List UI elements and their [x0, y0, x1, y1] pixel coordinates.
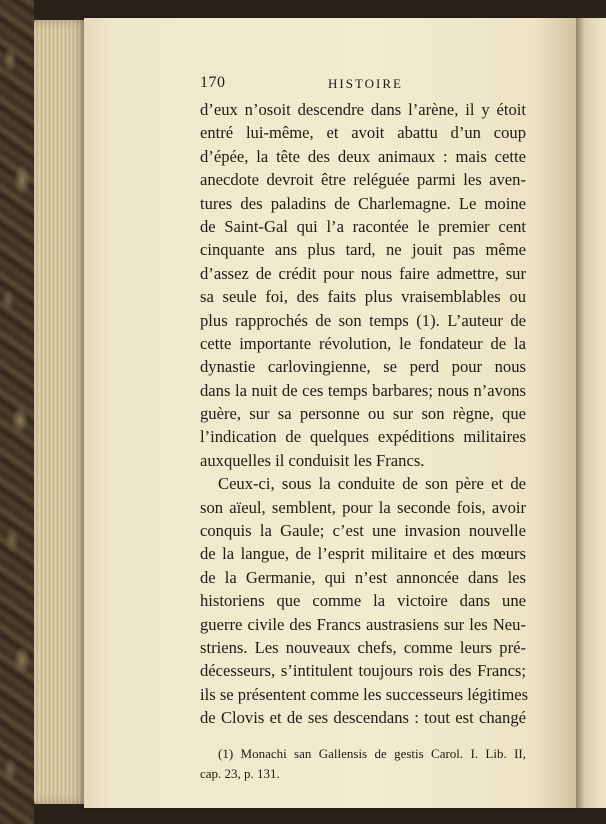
text-line: de Clovis et de ses descendans : tout est changé	[200, 708, 526, 728]
text-line: de la Germanie, qui n’est annoncée dans les	[200, 567, 526, 587]
text-line: guère, sur sa personne ou sur son règne, que	[200, 404, 526, 424]
running-head: HISTOIRE	[328, 76, 403, 91]
book-cover-marbled	[0, 0, 34, 824]
text-line: sa seule foi, des faits plus vraisemblables ou	[200, 287, 526, 307]
paragraph-1	[200, 98, 526, 472]
footnote-line: (1) Monachi san Gallensis de gestis Carol. I. Lib. II,	[218, 745, 526, 761]
adjacent-page-edge	[576, 18, 606, 808]
text-line: de la langue, de l’esprit militaire et des mœurs	[200, 544, 526, 564]
text-line: cinquante ans plus tard, ne jouit pas même	[200, 240, 526, 260]
text-line: Ceux-ci, sous la conduite de son père et de	[218, 474, 526, 494]
text-line: décesseurs, s’intitulent toujours rois des Francs;	[200, 661, 526, 681]
footnote	[200, 744, 526, 784]
text-line: auxquelles il conduisit les Francs.	[200, 450, 425, 470]
text-line: striens. Les nouveaux chefs, comme leurs pré-	[200, 637, 526, 657]
text-line: d’assez de crédit pour nous faire admettre, sur	[200, 263, 526, 283]
text-line: l’indication de quelques expéditions militaires	[200, 427, 526, 447]
text-line: guerre civile des Francs austrasiens sur les Neu-	[200, 614, 526, 634]
text-line: dynastie carlovingienne, se perd pour nous	[200, 357, 526, 377]
text-line: conquis la Gaule; c’est une invasion nouvelle	[200, 521, 526, 541]
text-line: cette importante révolution, le fondateur de la	[200, 333, 526, 353]
page-number: 170	[200, 74, 226, 91]
text-line: plus rapprochés de son temps (1). L’auteur de	[200, 310, 526, 330]
text-line: d’eux n’osoit descendre dans l’arène, il y étoit	[200, 100, 526, 119]
paragraph-2	[200, 472, 529, 729]
text-line: historiens que comme la victoire dans une	[200, 591, 526, 611]
page-text-block	[200, 74, 529, 784]
text-line: tures des paladins de Charlemagne. Le moine	[200, 193, 526, 213]
text-line: entré lui-même, et avoit abattu d’un coup	[200, 123, 526, 143]
text-line: d’épée, la tête des deux animaux : mais cette	[200, 146, 526, 166]
text-line: anecdote devroit être reléguée parmi les aven-	[200, 170, 526, 190]
footnote-line: cap. 23, p. 131.	[200, 765, 280, 781]
page-header	[200, 74, 526, 96]
page-edges	[34, 20, 86, 804]
text-line: ils se présentent comme les successeurs légitimes	[200, 684, 529, 704]
text-line: de Saint-Gal qui l’a racontée le premier cent	[200, 216, 526, 236]
text-line: dans la nuit de ces temps barbares; nous n’avons	[200, 380, 526, 400]
text-line: son aïeul, semblent, pour la seconde fois, avoir	[200, 497, 526, 517]
